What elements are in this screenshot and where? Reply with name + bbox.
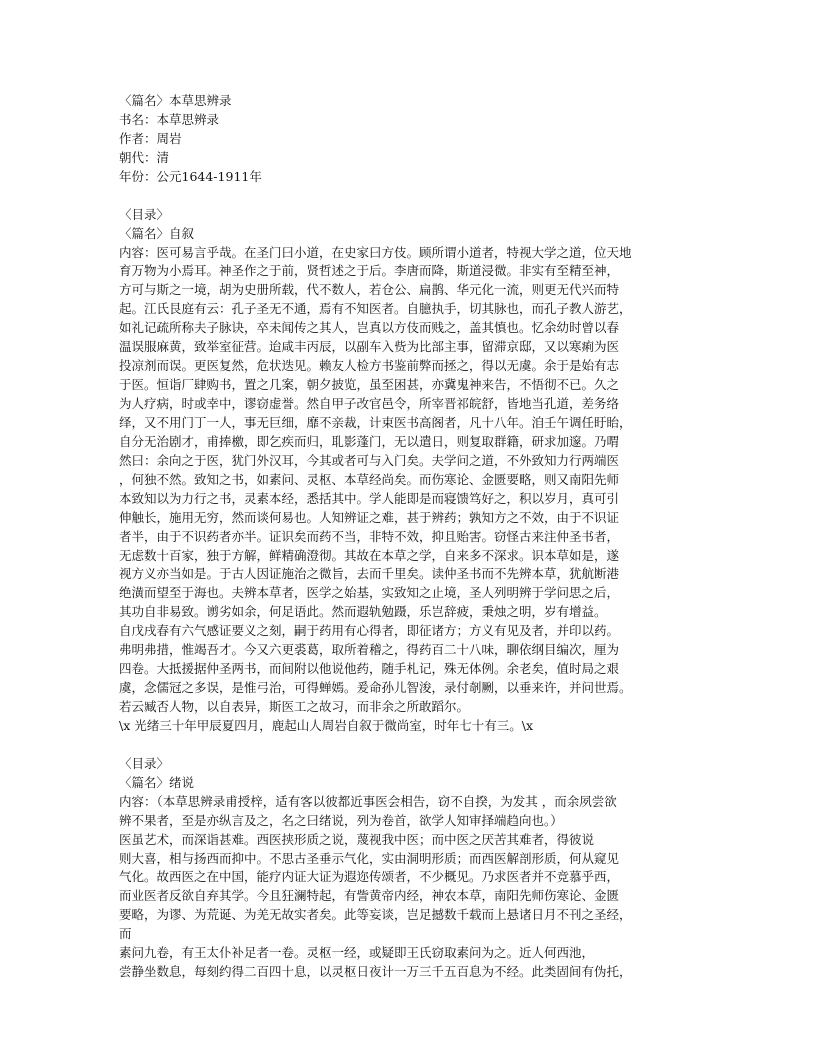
text-line: 绝潢而望至于海也。夫辨本草者，医学之始基，实致知之止境，圣人列明辨于学问思之后，: [119, 585, 620, 601]
text-line: 于医。恒诣厂肆购书，置之几案，朝夕披览，虽至困甚，亦冀鬼神来告，不悟彻不已。久之: [119, 377, 620, 393]
text-line: 起。江氏艮庭有云：孔子圣无不通，焉有不知医者。自臆执手，切其脉也，而孔子教人游艺，: [119, 301, 632, 317]
text-line: 医虽艺术，而深诣甚难。西医挟形质之说，蔑视我中医；而中医之厌苦其难者，得彼说: [119, 831, 595, 847]
text-line: 辨不果者，至是亦纵言及之，名之曰绪说，列为卷首，欲学人知审择端趋向也。）: [119, 812, 563, 828]
text-line: 本致知以为力行之书，灵素本经，悉括其中。学人能即是而寝馈笃好之，积以岁月，真可引: [119, 490, 620, 506]
text-line: 视方义亦当如是。于古人因证施治之微旨，去而千里矣。读仲圣书而不先辨本草，犹航断港: [119, 566, 620, 582]
text-line: 方可与斯之一境，胡为史册所载，代不数人，若仓公、扁鹊、华元化一流，则更无代兴而特: [119, 282, 620, 298]
header-book-name: 书名：本草思辨录: [119, 111, 220, 127]
section-title: 〈篇名〉绪说: [119, 774, 195, 790]
text-line: 虞，念儒冠之多误，是惟弓治，可得蝉嫣。爰命孙儿智浚，录付剞劂，以垂来许，并问世焉。: [119, 680, 632, 696]
text-line: 绎，又不用门丁一人，事无巨细，靡不亲裁，计束医书高阁者，凡十八年。洎壬午调任盱眙，: [119, 414, 632, 430]
spacer: [119, 187, 709, 206]
text-line: 弗明弗措，惟竭吾才。今又六更裘葛，取所着稽之，得药百二十八味，聊依纲目编次，厘为: [119, 642, 620, 658]
text-line: 若云臧否人物，以自表异，斯医工之故习，而非余之所敢蹈尔。: [119, 699, 470, 714]
text-line: 其功自非易致。谫劣如余，何足语此。然而遐轨勉蹑，乐岂辞疲，秉烛之明，岁有增益。: [119, 604, 607, 620]
text-line: 伸触长，施用无穷，然而谈何易也。人知辨证之难，甚于辨药；孰知方之不效，由于不识证: [119, 509, 620, 525]
text-line: 自分无治剧才，甫捧檄，即乞疾而归，耴影蓬门，无以遣日，则复取群籍，研求加邃。乃喟: [119, 433, 620, 449]
section-mulu: 〈目录〉: [119, 755, 170, 771]
text-line: 尝静坐数息，每刻约得二百四十息，以灵枢日夜计一万三千五百息为不经。此类固间有伪托，: [119, 964, 632, 980]
header-year: 年份：公元1644-1911年: [119, 168, 262, 184]
section-introduction: [119, 755, 709, 982]
text-line: 投凉剂而误。更医复然，危状迭见。赖友人检方书鉴前弊而拯之，得以无虞。余于是始有志: [119, 358, 620, 374]
text-line: 内容：（本草思辨录甫授梓，适有客以彼都近事医会相告，窃不自揆，为发其 ，而余夙尝欲: [119, 793, 617, 809]
header-author: 作者：周岩: [119, 130, 182, 146]
text-line: 然曰：余向之于医，犹门外汉耳，今其或者可与入门矣。夫学问之道，不外致知力行两端医: [119, 452, 620, 468]
text-line: 四卷。大抵援据仲圣两书，而间附以他说他药，随手札记，殊无体例。余老矣，值时局之艰: [119, 661, 620, 677]
text-line: 而业医者反欲自弃其学。今且狂澜特起，有訾黄帝内经，神农本草，南阳先师伤寒论、金匮: [119, 888, 620, 904]
text-line: 如礼记疏所称夫子脉诀，卒未闻传之其人，岂真以方伎而贱之，盖其慎也。忆余幼时曾以春: [119, 320, 620, 336]
text-line: 自戊戌春有六气感证要义之刻，嗣于药用有心得者，即征诸方；方义有见及者，并印以药。: [119, 623, 620, 639]
signature-line: \x 光绪三十年甲辰夏四月，鹿起山人周岩自叙于微尚室，时年七十有三。\x: [119, 717, 533, 733]
header-pian-ming: 〈篇名〉本草思辨录: [119, 93, 232, 108]
text-line: 要略，为谬、为荒诞、为羌无故实者矣。此等妄谈，岂足撼数千载而上悬诸日月不刊之圣经，: [119, 907, 632, 923]
section-preface: [119, 206, 709, 736]
text-line: 者半，由于不识药者亦半。证识矣而药不当，非特不效，抑且贻害。窃怪古来注仲圣书者，: [119, 528, 620, 544]
section-mulu: 〈目录〉: [119, 206, 170, 222]
document-page: [119, 92, 709, 982]
spacer: [119, 736, 709, 755]
text-line: 气化。故西医之在中国，能疗内证大证为遐迩传颂者，不少概见。乃求医者并不竞慕乎西，: [119, 869, 620, 885]
text-line: 无虑数十百家，独于方解，鲜精确澄彻。其故在本草之学，自来多不深求。识本草如是，遂: [119, 547, 620, 563]
text-line: 温误服麻黄，致举室征营。迨咸丰丙辰，以副车入赀为比部主事，留滞京邸，又以寒痢为医: [119, 339, 620, 355]
text-line: 内容：医可易言乎哉。在圣门曰小道，在史家曰方伎。顾所谓小道者，特视大学之道，位天地: [119, 244, 632, 260]
text-line: 而: [119, 926, 132, 942]
text-line: 则大喜，相与扬西而抑中。不思古圣垂示气化，实由洞明形质；而西医解剖形质，何从窥见: [119, 850, 620, 866]
text-line: 为人疗病，时或幸中，谬窃虚誉。然自甲子改官邑令，所宰晋祁皖舒，皆地当孔道，差务络: [119, 396, 620, 411]
text-line: 素问九卷，有王太仆补足者一卷。灵枢一经，或疑即王氏窃取素问为之。近人何西池，: [119, 945, 595, 961]
header-dynasty: 朝代：清: [119, 149, 170, 165]
text-line: ，何独不然。致知之书，如素问、灵枢、本草经尚矣。而伤寒论、金匮要略，则又南阳先师: [119, 471, 620, 487]
section-title: 〈篇名〉自叙: [119, 225, 195, 241]
text-line: 育万物为小焉耳。神圣作之于前，贤哲述之于后。李唐而降，斯道浸微。非实有至精至神，: [119, 263, 620, 279]
